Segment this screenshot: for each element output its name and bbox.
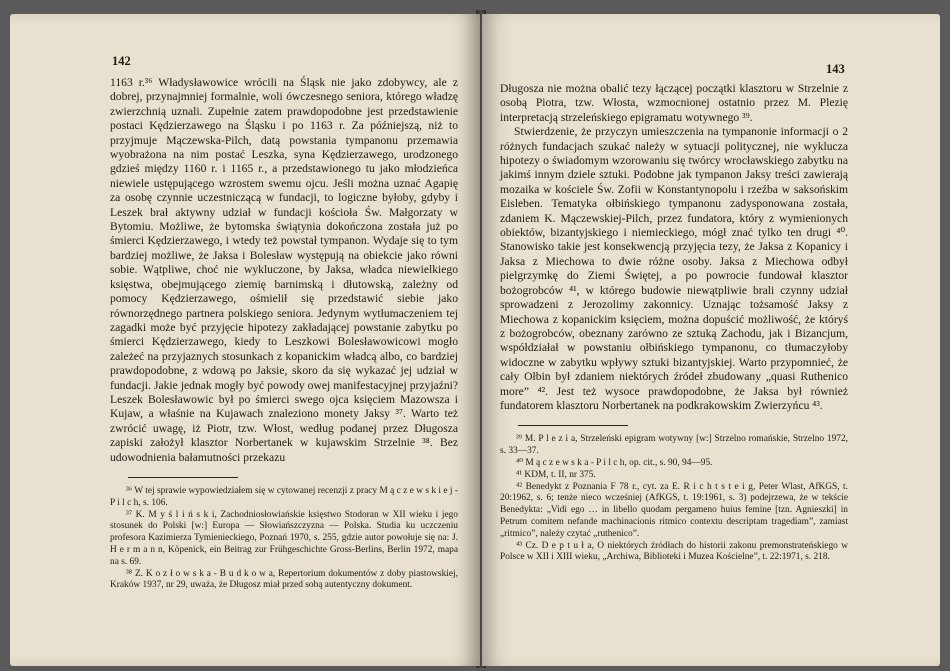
footnotes <box>110 486 458 592</box>
footnote-separator <box>518 425 628 426</box>
footnote: ³⁶ W tej sprawie wypowiedziałem się w cytowanej recenzji z pracy M ą c z e w s k i e j - P i l c h, s. 106. <box>110 485 458 508</box>
paragraph: 1163 r.³⁶ Władysławowice wrócili na Śląsk nie jako zdobywcy, ale z dobrej, przynajmniej formalnie, woli ówczesnego seniora, którego władzę zwierzchnią uznali. Zupełnie zatem prawdopodobne jest przedstawienie postaci Kędzierzawego na Śląsku i po 1163 r. Za późniejszą, niż to przyjmuje Mączewska-Pilch, datą powstania tympanonu przemawia wyobrażona na nim postać Leszka, syna Kędzierzawego, urodzonego gdzieś między 1160 r. i 1165 r., a przedstawionego tu jako młodzieńca niewiele ustępującego wzrostem swemu ojcu. Jeśli można uznać Agapię za osobę czynnie uczestniczącą w fundacji, to logiczne byłoby, gdyby i Leszek brał aktywny udział w fundacji kościoła Św. Małgorzaty w Bytomiu. Możliwe, że bytomska świątynia dokończona została już po śmierci Kędzierzawego, i wtedy też powstał tympanon. Wydaje się to tym bardziej możliwe, że Jaksa i Bolesław występują na obiekcie jako równi sobie. Wątpliwe, choć nie wykluczone, by Jaksa, władca niewielkiego księstwa, obejmującego ziemię barnimską i dłutowską, zależny od pomocy Kędzierzawego, ośmielił się przedstawić siebie jako równorzędnego partnera polskiego seniora. Jedynym wytłumaczeniem tej zagadki może być przyjęcie hipotezy zakładającej powstanie zabytku po śmierci Kędzierzawego, kiedy to Leszkowi Bolesławowicowi mogło zależeć na przyjaznych stosunkach z kopanickim władcą albo, co bardziej prawdopodobne, z wdową po Jaksie, skoro da się wykazać jej udział w fundacji. Jakie jednak mogły być powody owej manifestacyjnej przyjaźni? Leszek Bolesławowic był po śmierci swego ojca księciem Mazowsza i Kujaw, a właśnie na Kujawach znaleziono monety Jaksy ³⁷. Warto też zwrócić uwagę, iż Piotr, tzw. Włost, według podanej przez Długosza zapiski założył klasztor Norbertanek w kujawskim Strzelnie ³⁸. Bez udowodnienia bałamutności przekazu <box>110 76 458 464</box>
paragraph: Stwierdzenie, że przyczyn umieszczenia na tympanonie informacji o 2 różnych fundacjach szukać należy w sytuacji politycznej, nie wyklucza hipotezy o świadomym wzorowaniu się twórcy wrocławskiego zabytku na jakimś innym dziele sztuki. Podobne jak tympanon Jaksy treści zawierają mozaika w kościele Św. Zofii w Konstantynopolu i rzeźba w saksońskim Eisleben. Tematyka ołbińskiego tympanonu zadysponowana została, zdaniem K. Mączewskiej-Pilch, przez fundatora, który z wymienionych obiektów, bizantyjskiego i niemieckiego, mógł znać tylko ten drugi ⁴⁰. Stanowisko takie jest konsekwencją przyjęcia tezy, że Jaksa z Kopanicy i Jaksa z Miechowa to dwie różne osoby. Jaksa z Miechowa odbył pielgrzymkę do Ziemi Świętej, a po powrocie fundował klasztor bożogrobców ⁴¹, w którego budowie niewątpliwie brali czynny udział sprowadzeni z Jerozolimy zakonnicy. Uznając tożsamość Jaksy z Miechowa z kopanickim księciem, można dopuścić możliwość, że któryś z bożogrobców, obeznany zarówno ze sztuką Zachodu, jak i Bizancjum, współdziałał w powstaniu ołbińskiego tympanonu, co tłumaczyłoby widoczne w zabytku wpływy sztuki bizantyjskiej. Warto przypomnieć, że cały Ołbin był zdaniem niektórych źródeł zbudowany „quasi Ruthenico more” ⁴². Jest też wysoce prawdopodobne, że Jaksa był również fundatorem klasztoru Norbertanek na podkrakowskim Zwierzyńcu ⁴³. <box>500 125 848 412</box>
main-text <box>500 82 848 564</box>
footnotes <box>500 434 848 564</box>
footnote: ⁴⁰ M ą c z e w s k a - P i l c h, op. cit., s. 90, 94—95. <box>516 457 713 468</box>
page-number: 142 <box>112 54 131 68</box>
right-page <box>482 14 940 666</box>
footnote: ⁴³ Cz. D e p t u ł a, O niektórych źródłach do historii zakonu premonstrateńskiego w Polsce w XII i XIII wieku, „Archiwa, Biblioteki i Muzea Kościelne”, t. 22:1971, s. 218. <box>500 540 848 563</box>
paragraph: Długosza nie można obalić tezy łączącej początki klasztoru w Strzelnie z osobą Piotra, tzw. Włosta, wzmocnionej ostatnio przez M. Plezię interpretacją strzeleńskiego epigramatu wotywnego ³⁹. <box>500 82 848 124</box>
footnote: ⁴² Benedykt z Poznania F 78 r., cyt. za E. R i c h t s t e i g, Peter Wlast, AfKGS, t. 20:1962, s. 6; tenże nieco wcześniej (AfKGS, t. 19:1961, s. 3) podejrzewa, że w tekście Benedykta: „Vidi ego … in libello quodam pergameno huius femine [tzn. Agnieszki] in Petrum comitem nefande machinacionis ritmico contextu descriptam tragediam”, zamiast „ritmico”, należy czytać „ruthenico”. <box>500 481 848 539</box>
footnote: ³⁷ K. M y ś l i ń s k i, Zachodniosłowiańskie księstwo Stodoran w XII wieku i jego stosunek do Polski [w:] Europa — Słowiańszczyzna — Polska. Studia ku uczczeniu profesora Kazimierza Tymienieckiego, Poznań 1970, s. 255, gdzie autor powołuje się na: J. H e r m a n n, Köpenick, ein Beitrag zur Frühgeschichte Gross-Berlins, Berlin 1972, mapa na s. 69. <box>110 509 458 567</box>
footnote-separator <box>128 477 238 478</box>
main-text <box>110 76 458 592</box>
page-number: 143 <box>826 62 845 76</box>
footnote: ³⁹ M. P l e z i a, Strzeleński epigram wotywny [w:] Strzelno romańskie, Strzelno 1972, s. 33—37. <box>500 434 848 457</box>
footnote: ³⁸ Z. K o z ł o w s k a - B u d k o w a, Repertorium dokumentów z doby piastowskiej, Kraków 1937, nr 29, uważa, że Długosz miał przed sobą autentyczny dokument. <box>110 568 458 591</box>
footnote: ⁴¹ KDM, t. II, nr 375. <box>516 469 596 480</box>
left-page <box>10 14 480 666</box>
